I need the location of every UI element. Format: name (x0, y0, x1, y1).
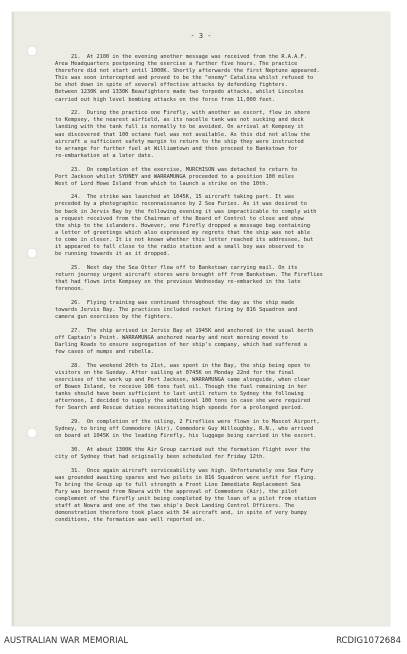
paragraph (55, 328, 377, 356)
text-line: visitors on the Sunday. After sailing at 0745K on Monday 22nd for the final (55, 369, 295, 376)
text-line: preceded by a photographic reconnaissance by 2 Sea Furies. As it was desired to (55, 201, 307, 208)
text-line: exercises of the work up and Port Jackson, WARRAMUNGA came alongside, when clear (55, 376, 311, 383)
text-line: was grounded awaiting spares and two pilots in 816 Squadron were unfit for flying. (55, 474, 317, 481)
paragraph (55, 167, 377, 188)
text-line: Sydney, to bring off Commodore (Air), Commodore Guy Willoughby, R.N., who arrived (55, 425, 314, 432)
text-line: complement of the Firefly unit being completed by the loan of a pilot from station (55, 495, 317, 502)
text-line: Darling Roads to ensure segregation of her ship's company, which had suffered a (55, 341, 307, 348)
text-line: was discovered that 100 octane fuel was not available. As this did not allow the (55, 131, 311, 138)
text-line: 24. The strike was launched at 1045K, 15 aircraft taking part. It was (55, 194, 295, 201)
text-line: that had flown into Kempsey on the previous Wednesday re-embarked in the late (55, 279, 301, 285)
text-line: 31. Once again aircraft serviceability was high. Unfortunately one Sea Fury (55, 467, 314, 474)
text-line: 28. The weekend 20th to 21st, was spent in the Bay, the ship being open to (55, 362, 311, 369)
text-line: re-embarkation at a later date. (55, 152, 154, 159)
text-line: 29. On completion of the oiling, 2 Fireflies were flown in to Mascot Airport, (55, 418, 320, 425)
text-line: Port Jackson whilst SYDNEY and WARRAMUNGA proceeded to a position 100 miles (55, 173, 295, 180)
text-line: return journey urgent aircraft stores were brought off from Bankstown. The Fireflies (55, 271, 323, 278)
text-line: be shot down in spite of several effective attacks by defending fighters. (55, 82, 288, 89)
paragraph (55, 468, 377, 525)
text-line: Fury was borrowed from Nowra with the approval of Commodore (Air), the pilot (55, 488, 298, 495)
text-line: to Kempsey, the nearest airfield, as its nacelle tank was not sucking and deck (55, 117, 304, 124)
page-number: - 3 - (190, 32, 212, 40)
text-line: 22. During the practice one Firefly, with another as escort, flew in shore (55, 110, 311, 117)
text-line: This was soon intercepted and proved to be the "enemy" Catalina whilst refused to (55, 75, 314, 82)
text-line: landing with the tank full is normally to be avoided. On arrival at Kempsey it (55, 124, 304, 131)
text-line: therefore did not start until 1000K. Shortly afterwards the first Neptune appeared. (55, 68, 320, 75)
text-line: towards Jervis Bay. The practices included rocket firing by 816 Squadron and (55, 306, 298, 313)
text-line: carried out high level bombing attacks on the force from 11,000 feet. (55, 96, 276, 103)
text-line: of Bowen Island, to receive 106 tons fuel oil. Though the fuel remaining in her (55, 383, 307, 390)
text-line: be running towards it as it dropped. (55, 251, 170, 258)
text-line: 26. Flying training was continued throughout the day as the ship made (55, 299, 295, 306)
paragraph (55, 419, 377, 440)
text-line: off Captain's Point. WARRAMUNGA anchored nearby and next morning moved to (55, 334, 288, 341)
text-line: to come in closer. It is not known whether this letter reached its addressee, but (55, 236, 314, 243)
paragraph (55, 110, 377, 160)
text-line: be back in Jervis Bay by the following evening it was impracticable to comply with (55, 208, 317, 215)
text-line: staff at Nowra and one of the two ship's Deck Landing Control Officers. The (55, 503, 295, 509)
text-line: camera gun exercises by the fighters. (55, 313, 173, 320)
paragraph (55, 265, 377, 293)
paragraph (55, 363, 377, 413)
text-line: it appeared to fall close to the radio station and a small boy was observed to (55, 244, 304, 251)
text-line: 25. Next day the Sea Otter flew off to Bankstown carrying mail. On its (55, 264, 298, 271)
text-line: few cases of mumps and rubella. (55, 348, 154, 355)
text-line: city of Sydney that had originally been scheduled for Friday 12th. (55, 453, 266, 460)
document-page (12, 12, 390, 626)
text-line: tanks should have been sufficient to last until return to Sydney the following (55, 391, 304, 397)
punch-hole (27, 46, 37, 56)
text-line: 27. The ship arrived in Jervis Bay at 1945K and anchored in the usual berth (55, 327, 314, 334)
paragraph (55, 447, 377, 461)
archive-name: AUSTRALIAN WAR MEMORIAL (4, 636, 129, 646)
text-line: for Search and Rescue duties necessitating high speeds for a prolonged period. (55, 405, 304, 412)
text-line: Between 1230K and 1330K Beaufighters made two torpedo attacks, whilst Lincolns (55, 89, 304, 96)
text-line: Area Headquarters postponing the exercise a further five hours. The practice (55, 61, 298, 68)
text-line: a letter of greetings which also expressed my regrets that the ship was not able (55, 229, 311, 236)
text-line: West of Lord Howe Island from which to launch a strike on the 10th. (55, 180, 269, 187)
paragraph (55, 194, 377, 258)
text-line: demonstration therefore took place with 34 aircraft and, in spite of very bumpy (55, 510, 307, 517)
text-line: on board at 1045K in the leading Firefly, his luggage being carried in the escort. (55, 433, 317, 440)
paragraph (55, 54, 377, 104)
punch-hole (27, 248, 37, 258)
paragraph (55, 300, 377, 321)
text-line: 23. On completion of the exercise, MURCHISON was detached to return to (55, 166, 298, 173)
text-line: the ship to the islanders. However, one Firefly dropped a message bag containing (55, 222, 311, 229)
text-line: forenoon. (55, 286, 84, 293)
text-line: 30. At about 1300K the Air Group carried out the formation flight over the (55, 446, 311, 453)
text-line: aircraft a sufficient safety margin to return to the ship they were instructed (55, 138, 304, 145)
text-line: conditions, the formation was well reported on. (55, 517, 205, 524)
archive-reference: RCDIG1072684 (336, 636, 401, 646)
document-body (55, 54, 377, 531)
text-line: a request received from the Chairman of the Board of Control to close and show (55, 215, 304, 222)
punch-hole (27, 428, 37, 438)
text-line: 21. At 2100 in the evening another message was received from the R.A.A.F. (55, 54, 307, 60)
text-line: to arrange for further fuel at Williamtown and then proceed to Bankstown for (55, 145, 298, 152)
text-line: afternoon, I decided to supply the additional 100 tons in case she were required (55, 398, 311, 405)
text-line: To bring the Group up to full strength a Front Line Immediate Replacement Sea (55, 481, 301, 488)
